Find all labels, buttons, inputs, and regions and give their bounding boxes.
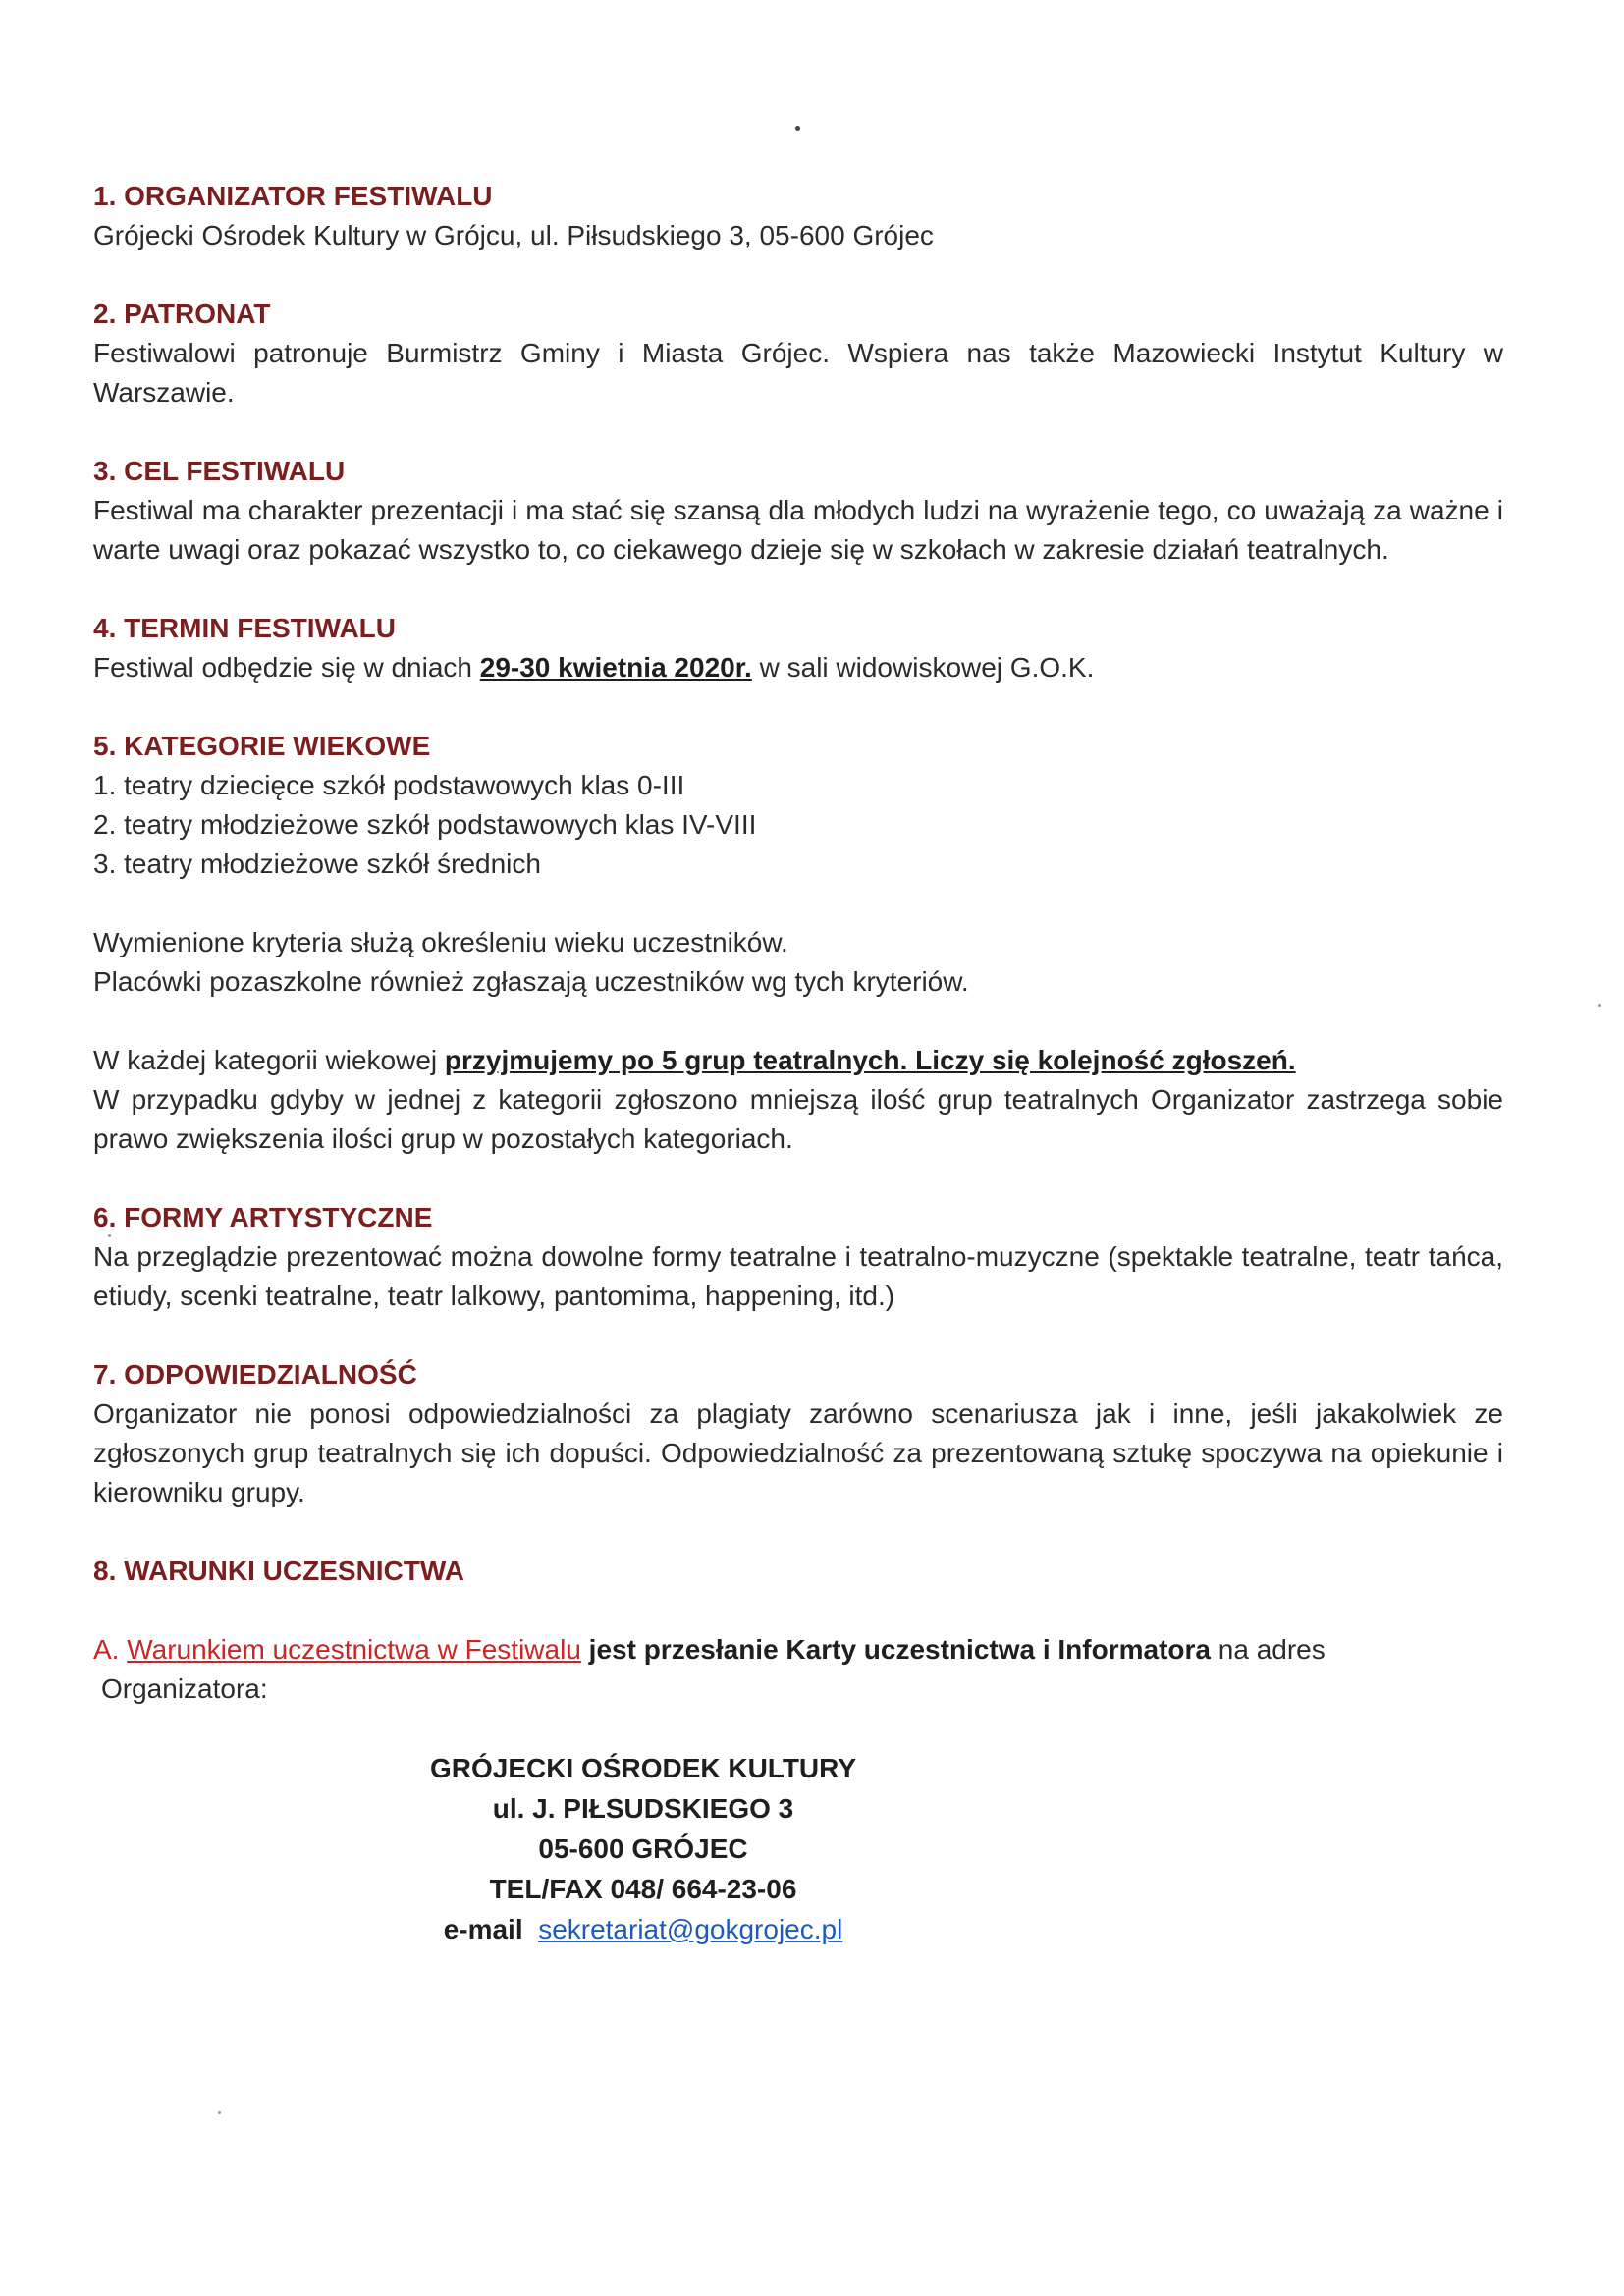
section-patronage (93, 295, 1503, 412)
email-link[interactable]: sekretariat@gokgrojec.pl (538, 1914, 843, 1944)
section-text: Organizator nie ponosi odpowiedzialności za plagiaty zarówno scenariusza jak i inne, jeśli jakakolwiek ze zgłoszonych grup teatralnych się ich dopuści. Odpowiedzialność za prezentowaną sztukę spoczywa na opiekunie i kierowniku grupy. (93, 1398, 1503, 1507)
document-content (93, 177, 1503, 1989)
section-heading: 2. PATRONAT (93, 299, 271, 329)
section-heading: 5. KATEGORIE WIEKOWE (93, 731, 431, 761)
scan-speck (218, 2111, 221, 2114)
category-item: 2. teatry młodzieżowe szkół podstawowych klas IV-VIII (93, 809, 757, 840)
festival-date: 29-30 kwietnia 2020r. (479, 652, 752, 683)
section-text: Grójecki Ośrodek Kultury w Grójcu, ul. Piłsudskiego 3, 05-600 Grójec (93, 220, 934, 250)
section-heading: 7. ODPOWIEDZIALNOŚĆ (93, 1359, 417, 1390)
address-email-line (398, 1909, 889, 1949)
section-organizer (93, 177, 1503, 255)
date-text-before: Festiwal odbędzie się w dniach (93, 652, 480, 683)
criteria-line: Placówki pozaszkolne również zgłaszają uczestników wg tych kryteriów. (93, 966, 969, 997)
section-heading: 4. TERMIN FESTIWALU (93, 613, 396, 643)
section-responsibility (93, 1355, 1503, 1512)
section-age-categories (93, 727, 1503, 1159)
scan-speck (1598, 1004, 1601, 1007)
section-heading: 6. FORMY ARTYSTYCZNE (93, 1202, 433, 1232)
address-street: ul. J. PIŁSUDSKIEGO 3 (492, 1793, 794, 1824)
category-list (93, 766, 1503, 884)
participation-condition-link[interactable]: Warunkiem uczestnictwa w Festiwalu (127, 1634, 581, 1665)
date-text-after: w sali widowiskowej G.O.K. (751, 652, 1095, 683)
section-participation (93, 1552, 1503, 1949)
limit-text-before: W każdej kategorii wiekowej (93, 1045, 445, 1075)
group-limit-line (93, 1041, 1503, 1080)
point-a-prefix: A. (93, 1634, 128, 1665)
participation-rest-text: na adres (1210, 1634, 1326, 1665)
section-art-forms (93, 1198, 1503, 1316)
section-date (93, 609, 1503, 687)
section-goal (93, 452, 1503, 570)
email-label: e-mail (443, 1914, 523, 1944)
section-heading: 8. WARUNKI UCZESNICTWA (93, 1556, 464, 1586)
organizer-address-block (398, 1748, 889, 1949)
category-item: 1. teatry dziecięce szkół podstawowych klas 0-III (93, 770, 685, 800)
stray-dot (795, 126, 800, 131)
limit-text-after: W przypadku gdyby w jednej z kategorii zgłoszono mniejszą ilość grup teatralnych Organizator zastrzega sobie prawo zwiększenia ilości grup w pozostałych kategoriach. (93, 1084, 1503, 1154)
criteria-line: Wymienione kryteria służą określeniu wieku uczestników. (93, 927, 788, 957)
section-text: Na przeglądzie prezentować można dowolne formy teatralne i teatralno-muzyczne (spektakle teatralne, teatr tańca, etiudy, scenki teatralne, teatr lalkowy, pantomima, happening, itd.) (93, 1241, 1503, 1311)
address-city: 05-600 GRÓJEC (538, 1833, 748, 1864)
participation-bold-text: jest przesłanie Karty uczestnictwa i Informatora (580, 1634, 1211, 1665)
limit-text-bold: przyjmujemy po 5 grup teatralnych. Liczy się kolejność zgłoszeń. (444, 1045, 1296, 1075)
section-text: Festiwalowi patronuje Burmistrz Gminy i Miasta Grójec. Wspiera nas także Mazowiecki Instytut Kultury w Warszawie. (93, 338, 1503, 408)
address-phone: TEL/FAX 048/ 664-23-06 (489, 1874, 797, 1904)
address-name: GRÓJECKI OŚRODEK KULTURY (429, 1753, 857, 1783)
section-text (93, 648, 1503, 687)
section-heading: 1. ORGANIZATOR FESTIWALU (93, 181, 493, 211)
participation-line (93, 1630, 1503, 1669)
participation-line-2: Organizatora: (101, 1673, 268, 1704)
section-text: Festiwal ma charakter prezentacji i ma stać się szansą dla młodych ludzi na wyrażenie tego, co uważają za ważne i warte uwagi oraz pokazać wszystko to, co ciekawego dzieje się w szkołach w zakresie działań teatralnych. (93, 495, 1503, 565)
section-heading: 3. CEL FESTIWALU (93, 456, 346, 486)
category-item: 3. teatry młodzieżowe szkół średnich (93, 848, 541, 879)
